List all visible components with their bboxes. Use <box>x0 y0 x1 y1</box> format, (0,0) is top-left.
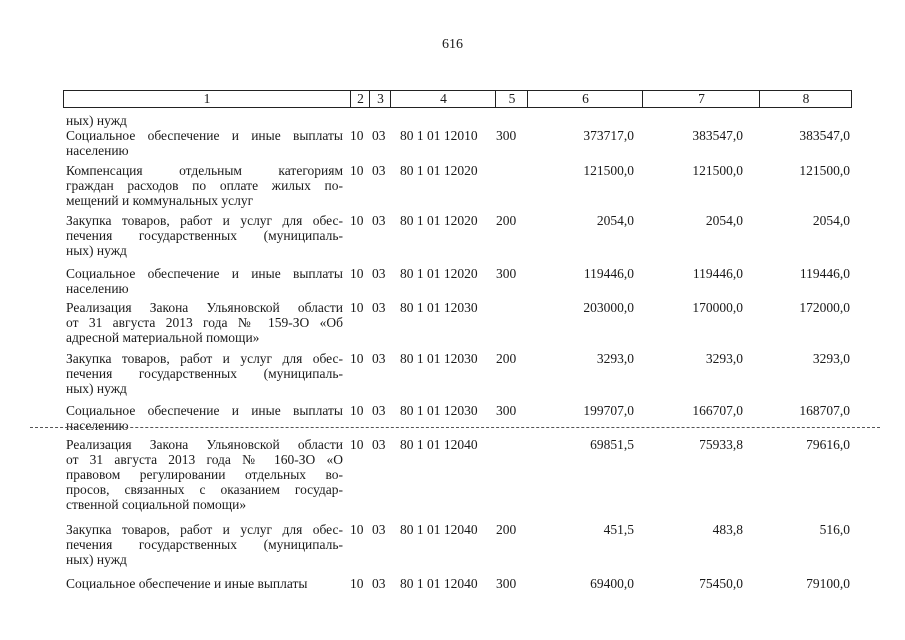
cell-col-8: 79616,0 <box>806 437 850 452</box>
row-name <box>66 300 343 345</box>
header-col-5: 5 <box>495 91 528 107</box>
row-name-line: ных) нужд <box>66 243 127 258</box>
cell-col-3: 03 <box>372 266 386 281</box>
cell-col-3: 03 <box>372 522 386 537</box>
row-name-line: печения государственных (муниципаль- <box>66 228 343 243</box>
row-name-line: ных) нужд <box>66 113 127 128</box>
cell-col-7: 75933,8 <box>699 437 743 452</box>
cell-col-3: 03 <box>372 300 386 315</box>
row-name <box>66 128 343 158</box>
row-name-line: Социальное обеспечение и иные выплаты <box>66 403 343 418</box>
header-col-2: 2 <box>350 91 370 107</box>
page-number: 616 <box>442 37 463 52</box>
cell-col-3: 03 <box>372 351 386 366</box>
cell-col-6: 119446,0 <box>583 266 634 281</box>
fold-line <box>30 427 880 428</box>
row-name-line: от 31 августа 2013 года № 160-ЗО «О <box>66 452 343 467</box>
row-name-line: ных) нужд <box>66 552 127 567</box>
row-name-line: Социальное обеспечение и иные выплаты <box>66 128 343 143</box>
cell-col-2: 10 <box>350 163 364 178</box>
cell-col-6: 199707,0 <box>583 403 634 418</box>
row-name <box>66 113 343 128</box>
cell-col-8: 172000,0 <box>799 300 850 315</box>
row-name-line: Компенсация отдельным категориям <box>66 163 343 178</box>
cell-col-8: 383547,0 <box>799 128 850 143</box>
row-name-line: Социальное обеспечение и иные выплаты <box>66 266 343 281</box>
row-name-line: Закупка товаров, работ и услуг для обес- <box>66 351 343 366</box>
cell-col-5: 200 <box>496 213 517 228</box>
row-name-line: Социальное обеспечение и иные выплаты <box>66 576 308 591</box>
cell-col-5: 300 <box>496 403 517 418</box>
cell-col-2: 10 <box>350 128 364 143</box>
row-name <box>66 437 343 512</box>
row-name <box>66 266 343 296</box>
cell-col-4: 80 1 01 12030 <box>400 403 478 418</box>
cell-col-8: 119446,0 <box>799 266 850 281</box>
cell-col-6: 69851,5 <box>590 437 634 452</box>
row-name-line: от 31 августа 2013 года № 159-ЗО «Об <box>66 315 343 330</box>
cell-col-5: 300 <box>496 576 517 591</box>
row-name-line: Реализация Закона Ульяновской области <box>66 437 343 452</box>
cell-col-5: 200 <box>496 351 517 366</box>
cell-col-4: 80 1 01 12020 <box>400 163 478 178</box>
cell-col-8: 3293,0 <box>812 351 850 366</box>
cell-col-8: 516,0 <box>819 522 850 537</box>
cell-col-6: 203000,0 <box>583 300 634 315</box>
cell-col-7: 3293,0 <box>705 351 743 366</box>
row-name <box>66 403 343 433</box>
cell-col-2: 10 <box>350 522 364 537</box>
row-name-line: населению <box>66 281 129 296</box>
row-name <box>66 213 343 258</box>
cell-col-6: 2054,0 <box>596 213 634 228</box>
header-col-3: 3 <box>369 91 391 107</box>
cell-col-8: 2054,0 <box>812 213 850 228</box>
row-name <box>66 351 343 396</box>
cell-col-5: 300 <box>496 266 517 281</box>
cell-col-4: 80 1 01 12030 <box>400 300 478 315</box>
header-col-4: 4 <box>390 91 496 107</box>
cell-col-6: 3293,0 <box>596 351 634 366</box>
cell-col-6: 121500,0 <box>583 163 634 178</box>
cell-col-4: 80 1 01 12020 <box>400 266 478 281</box>
header-col-8: 8 <box>759 91 852 107</box>
cell-col-2: 10 <box>350 576 364 591</box>
cell-col-2: 10 <box>350 300 364 315</box>
cell-col-2: 10 <box>350 403 364 418</box>
cell-col-7: 483,8 <box>712 522 743 537</box>
cell-col-3: 03 <box>372 163 386 178</box>
row-name-line: мещений и коммунальных услуг <box>66 193 254 208</box>
row-name-line: ных) нужд <box>66 381 127 396</box>
cell-col-4: 80 1 01 12040 <box>400 576 478 591</box>
row-name-line: печения государственных (муниципаль- <box>66 537 343 552</box>
row-name-line: правовом регулировании отдельных во- <box>66 467 343 482</box>
cell-col-3: 03 <box>372 576 386 591</box>
cell-col-2: 10 <box>350 351 364 366</box>
row-name-line: населению <box>66 143 129 158</box>
cell-col-2: 10 <box>350 266 364 281</box>
cell-col-5: 300 <box>496 128 517 143</box>
header-col-1: 1 <box>203 91 211 106</box>
cell-col-2: 10 <box>350 213 364 228</box>
cell-col-7: 75450,0 <box>699 576 743 591</box>
cell-col-3: 03 <box>372 403 386 418</box>
cell-col-4: 80 1 01 12020 <box>400 213 478 228</box>
row-name-line: Реализация Закона Ульяновской области <box>66 300 343 315</box>
cell-col-7: 166707,0 <box>692 403 743 418</box>
row-name-line: Закупка товаров, работ и услуг для обес- <box>66 522 343 537</box>
cell-col-8: 79100,0 <box>806 576 850 591</box>
header-col-6: 6 <box>527 91 643 107</box>
header-col-7: 7 <box>642 91 760 107</box>
cell-col-6: 69400,0 <box>590 576 634 591</box>
cell-col-8: 121500,0 <box>799 163 850 178</box>
cell-col-4: 80 1 01 12040 <box>400 522 478 537</box>
cell-col-3: 03 <box>372 437 386 452</box>
cell-col-6: 451,5 <box>603 522 634 537</box>
cell-col-7: 121500,0 <box>692 163 743 178</box>
cell-col-7: 170000,0 <box>692 300 743 315</box>
cell-col-2: 10 <box>350 437 364 452</box>
row-name-line: адресной материальной помощи» <box>66 330 260 345</box>
row-name <box>66 163 343 208</box>
cell-col-8: 168707,0 <box>799 403 850 418</box>
row-name-line: печения государственных (муниципаль- <box>66 366 343 381</box>
cell-col-5: 200 <box>496 522 517 537</box>
row-name <box>66 522 343 567</box>
cell-col-3: 03 <box>372 213 386 228</box>
cell-col-6: 373717,0 <box>583 128 634 143</box>
row-name <box>66 576 343 591</box>
row-name-line: ственной социальной помощи» <box>66 497 247 512</box>
row-name-line: Закупка товаров, работ и услуг для обес- <box>66 213 343 228</box>
cell-col-7: 119446,0 <box>692 266 743 281</box>
cell-col-7: 383547,0 <box>692 128 743 143</box>
cell-col-4: 80 1 01 12030 <box>400 351 478 366</box>
cell-col-4: 80 1 01 12010 <box>400 128 478 143</box>
row-name-line: населению <box>66 418 129 433</box>
cell-col-7: 2054,0 <box>705 213 743 228</box>
row-name-line: просов, связанных с оказанием государ- <box>66 482 343 497</box>
table-header <box>63 90 852 108</box>
cell-col-4: 80 1 01 12040 <box>400 437 478 452</box>
row-name-line: граждан расходов по оплате жилых по- <box>66 178 343 193</box>
cell-col-3: 03 <box>372 128 386 143</box>
